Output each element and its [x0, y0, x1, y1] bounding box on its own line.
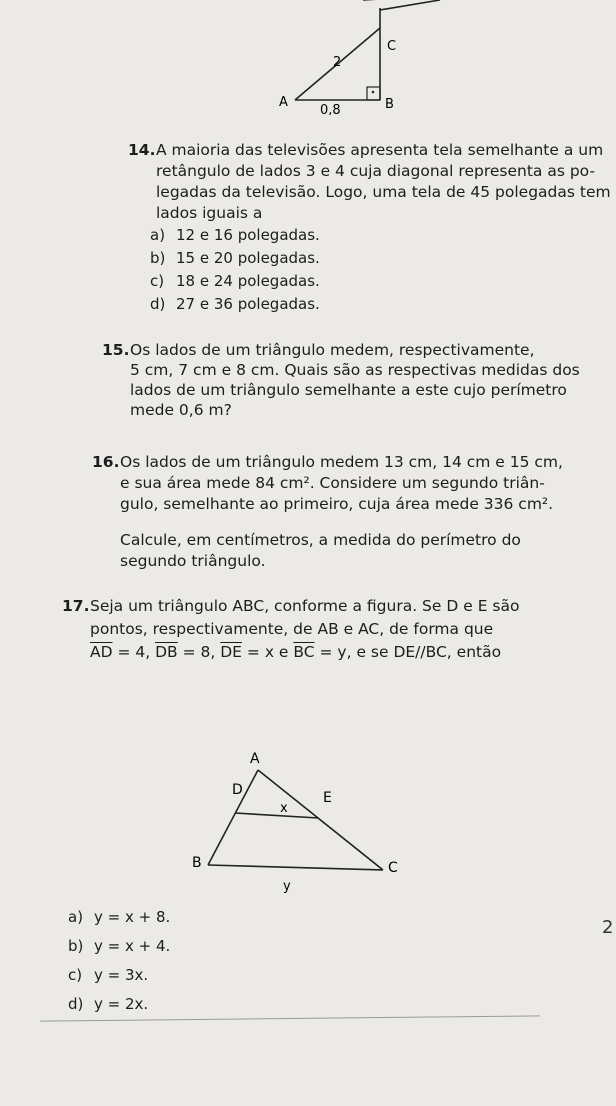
segment-de: $\overline{DE}$: [220, 643, 242, 661]
top-triangle-figure: [255, 0, 445, 115]
label-b: B: [385, 97, 394, 112]
q14-option-c: c) 18 e 24 polegadas.: [150, 272, 320, 290]
question-text-line: lados iguais a: [156, 204, 263, 222]
question-number: 14.: [128, 141, 156, 159]
q17-option-b: b) y = x + 4.: [68, 937, 171, 955]
label-y: y: [283, 879, 291, 894]
label-d: D: [232, 782, 243, 798]
q14-option-a: a) 12 e 16 polegadas.: [150, 226, 320, 244]
label-c: C: [387, 39, 397, 54]
right-angle-dot: [372, 91, 375, 94]
segment-bc: $\overline{BC}$: [293, 643, 315, 661]
q17-option-d: d) y = 2x.: [68, 995, 149, 1013]
question-text-line: Calcule, em centímetros, a medida do perímetro do: [120, 531, 521, 549]
label-side-2: 2: [333, 55, 342, 70]
question-text-line: retângulo de lados 3 e 4 cuja diagonal representa as po-: [156, 162, 596, 180]
question-text-line: 5 cm, 7 cm e 8 cm. Quais são as respectivas medidas dos: [130, 361, 580, 379]
q14-option-b: b) 15 e 20 polegadas.: [150, 249, 320, 267]
question-text-line: gulo, semelhante ao primeiro, cuja área mede 336 cm².: [120, 495, 554, 513]
question-text-line: Os lados de um triângulo medem, respectivamente,: [130, 341, 535, 359]
question-number: 15.: [102, 341, 130, 359]
question-text-line: e sua área mede 84 cm². Considere um segundo triân-: [120, 474, 545, 492]
q17-option-a: a) y = x + 8.: [68, 908, 171, 926]
label-a: A: [250, 751, 260, 767]
question-number: 17.: [62, 597, 90, 615]
question-text-line: segundo triângulo.: [120, 552, 266, 570]
segment-db: $\overline{DB}$: [155, 643, 178, 661]
stray-page-mark: 2: [602, 917, 614, 938]
label-e: E: [323, 790, 332, 806]
question-text-line: pontos, respectivamente, de AB e AC, de forma que: [90, 620, 494, 638]
question-text-line: mede 0,6 m?: [130, 401, 232, 419]
question-text-line: Os lados de um triângulo medem 13 cm, 14 cm e 15 cm,: [120, 453, 563, 471]
question-text-line: Seja um triângulo ABC, conforme a figura. Se D e E são: [90, 597, 520, 615]
label-a: A: [279, 95, 288, 110]
right-angle-mark: [367, 87, 380, 100]
q17-option-c: c) y = 3x.: [68, 966, 149, 984]
question-16: [92, 452, 612, 582]
upper-diagonal: [380, 0, 440, 10]
question-17: [62, 596, 612, 686]
bottom-divider: [40, 1015, 540, 1021]
question-text-line: A maioria das televisões apresenta tela semelhante a um: [156, 141, 604, 159]
label-c: C: [388, 860, 398, 876]
question-15: [102, 340, 612, 430]
q14-option-d: d) 27 e 36 polegadas.: [150, 295, 320, 313]
question-text-line: legadas da televisão. Logo, uma tela de 45 polegadas tem: [156, 183, 611, 201]
question-14: [128, 140, 616, 230]
question-text-line-segments: $\overline{AD} = 4$, $\overline{DB} = 8$, $\overline{DE} = x$ e $\overline{BC} = y$, e se DE//BC, então: [90, 643, 502, 661]
question-number: 16.: [92, 453, 120, 471]
question-text-line: lados de um triângulo semelhante a este cujo perímetro: [130, 381, 567, 399]
side-bc: [208, 865, 383, 870]
segment-de-line: [235, 813, 318, 818]
label-side-08: 0,8: [320, 103, 341, 115]
triangle-abc-figure: [188, 750, 408, 900]
side-ac: [258, 770, 383, 870]
label-b: B: [192, 855, 202, 871]
segment-ad: $\overline{AD}$: [90, 643, 113, 661]
label-x: x: [280, 801, 288, 816]
